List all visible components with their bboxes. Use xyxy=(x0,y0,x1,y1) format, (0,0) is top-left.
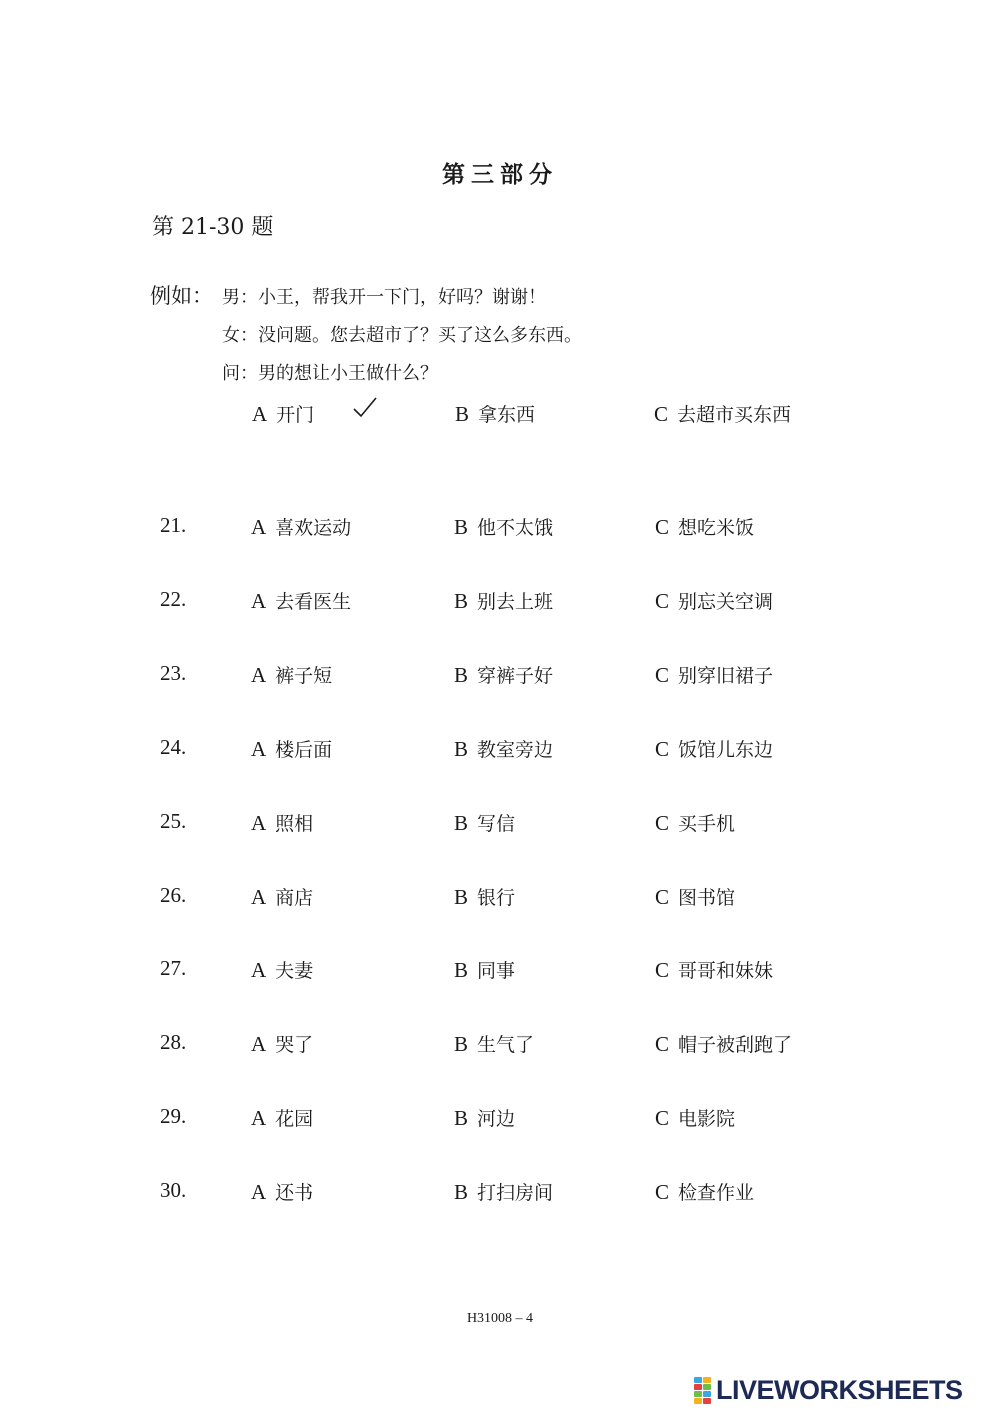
question-number: 29. xyxy=(160,1104,187,1128)
option-text: 帽子被刮跑了 xyxy=(678,1034,793,1056)
option-letter: C xyxy=(655,1106,670,1130)
question-option-c[interactable] xyxy=(655,809,735,836)
option-text: 银行 xyxy=(477,887,516,909)
check-mark-icon xyxy=(352,396,378,418)
question-option-b[interactable] xyxy=(454,1178,553,1205)
option-letter: C xyxy=(655,885,670,909)
question-option-a[interactable] xyxy=(251,513,351,540)
option-text: 还书 xyxy=(275,1182,314,1204)
option-letter: C xyxy=(655,737,670,761)
question-option-a[interactable] xyxy=(251,1104,313,1131)
option-letter: C xyxy=(655,811,670,835)
example-line-question: 问：男的想让小王做什么？ xyxy=(222,363,438,384)
option-letter: A xyxy=(251,958,267,982)
question-option-a[interactable] xyxy=(251,883,313,910)
example-line-woman: 女：没问题。您去超市了？买了这么多东西。 xyxy=(222,325,582,346)
question-option-a[interactable] xyxy=(251,1030,313,1057)
logo-tile xyxy=(694,1398,702,1404)
option-letter: C xyxy=(655,958,670,982)
option-text: 河边 xyxy=(477,1108,516,1130)
logo-tile xyxy=(703,1384,711,1390)
question-option-c[interactable] xyxy=(655,661,773,688)
option-letter: B xyxy=(454,885,469,909)
option-text: 打扫房间 xyxy=(477,1182,554,1204)
option-letter: C xyxy=(655,515,670,539)
question-option-b[interactable] xyxy=(454,1030,534,1057)
logo-tile xyxy=(703,1377,711,1383)
question-option-b[interactable] xyxy=(454,661,553,688)
option-letter: B xyxy=(455,402,470,426)
option-letter: C xyxy=(655,589,670,613)
option-letter: C xyxy=(655,1032,670,1056)
question-option-a[interactable] xyxy=(251,956,313,983)
option-letter: B xyxy=(454,811,469,835)
option-letter: A xyxy=(252,402,268,426)
logo-tile xyxy=(703,1391,711,1397)
option-text: 哥哥和妹妹 xyxy=(678,960,774,982)
option-letter: A xyxy=(251,1180,267,1204)
question-number: 23. xyxy=(160,661,187,685)
option-letter: B xyxy=(454,589,469,613)
option-letter: A xyxy=(251,589,267,613)
liveworksheets-logo-text: LIVEWORKSHEETS xyxy=(716,1374,963,1405)
option-text: 写信 xyxy=(477,813,516,835)
logo-tile xyxy=(694,1377,702,1383)
option-letter: C xyxy=(655,663,670,687)
option-letter: B xyxy=(454,1106,469,1130)
section-title: 第三部分 xyxy=(442,161,558,188)
option-text: 图书馆 xyxy=(678,887,736,909)
option-text: 拿东西 xyxy=(478,404,536,426)
liveworksheets-logo-icon xyxy=(694,1377,712,1403)
option-text: 电影院 xyxy=(678,1108,736,1130)
example-option-c xyxy=(654,400,791,427)
example-option-a xyxy=(252,400,314,427)
option-text: 他不太饿 xyxy=(477,517,554,539)
question-option-b[interactable] xyxy=(454,587,553,614)
question-number: 28. xyxy=(160,1030,187,1054)
option-letter: C xyxy=(655,1180,670,1204)
page-footer: H31008 – 4 xyxy=(466,1311,534,1326)
option-text: 想吃米饭 xyxy=(678,517,755,539)
question-number: 24. xyxy=(160,735,187,759)
option-letter: B xyxy=(454,1180,469,1204)
question-option-a[interactable] xyxy=(251,587,351,614)
question-option-b[interactable] xyxy=(454,735,553,762)
question-option-b[interactable] xyxy=(454,883,515,910)
option-letter: B xyxy=(454,515,469,539)
option-letter: A xyxy=(251,811,267,835)
question-number: 22. xyxy=(160,587,187,611)
option-text: 生气了 xyxy=(477,1034,535,1056)
option-text: 楼后面 xyxy=(275,739,333,761)
example-label: 例如： xyxy=(150,284,213,308)
option-text: 买手机 xyxy=(678,813,736,835)
option-letter: B xyxy=(454,958,469,982)
option-text: 教室旁边 xyxy=(477,739,554,761)
question-option-b[interactable] xyxy=(454,956,515,983)
logo-tile xyxy=(694,1384,702,1390)
option-letter: A xyxy=(251,737,267,761)
question-option-c[interactable] xyxy=(655,956,773,983)
option-letter: B xyxy=(454,663,469,687)
question-option-c[interactable] xyxy=(655,1104,735,1131)
question-number: 25. xyxy=(160,809,187,833)
option-text: 裤子短 xyxy=(275,665,333,687)
option-text: 穿裤子好 xyxy=(477,665,554,687)
option-text: 别忘关空调 xyxy=(678,591,774,613)
question-option-b[interactable] xyxy=(454,1104,515,1131)
question-option-c[interactable] xyxy=(655,735,773,762)
question-option-c[interactable] xyxy=(655,587,773,614)
question-option-b[interactable] xyxy=(454,809,515,836)
question-option-a[interactable] xyxy=(251,735,332,762)
question-option-c[interactable] xyxy=(655,1030,792,1057)
option-text: 去看医生 xyxy=(275,591,352,613)
option-text: 哭了 xyxy=(275,1034,314,1056)
option-text: 同事 xyxy=(477,960,516,982)
option-letter: A xyxy=(251,1032,267,1056)
option-text: 别穿旧裙子 xyxy=(678,665,774,687)
question-option-a[interactable] xyxy=(251,1178,313,1205)
option-letter: A xyxy=(251,515,267,539)
question-option-c[interactable] xyxy=(655,1178,754,1205)
option-text: 饭馆儿东边 xyxy=(678,739,774,761)
option-text: 花园 xyxy=(275,1108,314,1130)
example-line-man: 男：小王，帮我开一下门，好吗？谢谢！ xyxy=(222,287,546,308)
logo-tile xyxy=(694,1391,702,1397)
question-number: 27. xyxy=(160,956,187,980)
option-letter: A xyxy=(251,885,267,909)
question-number: 30. xyxy=(160,1178,187,1202)
option-text: 去超市买东西 xyxy=(677,404,792,426)
option-text: 开门 xyxy=(276,404,315,426)
question-range: 第 21-30 题 xyxy=(152,215,274,240)
option-text: 商店 xyxy=(275,887,314,909)
option-text: 别去上班 xyxy=(477,591,554,613)
example-option-b xyxy=(455,400,535,427)
question-option-a[interactable] xyxy=(251,809,313,836)
question-number: 26. xyxy=(160,883,187,907)
question-option-b[interactable] xyxy=(454,513,553,540)
question-option-c[interactable] xyxy=(655,883,735,910)
option-text: 夫妻 xyxy=(275,960,314,982)
question-option-a[interactable] xyxy=(251,661,332,688)
option-text: 检查作业 xyxy=(678,1182,755,1204)
option-text: 照相 xyxy=(275,813,314,835)
logo-tile xyxy=(703,1398,711,1404)
question-option-c[interactable] xyxy=(655,513,754,540)
option-text: 喜欢运动 xyxy=(275,517,352,539)
liveworksheets-logo xyxy=(694,1375,963,1405)
option-letter: B xyxy=(454,737,469,761)
option-letter: A xyxy=(251,663,267,687)
option-letter: C xyxy=(654,402,669,426)
option-letter: A xyxy=(251,1106,267,1130)
question-number: 21. xyxy=(160,513,187,537)
option-letter: B xyxy=(454,1032,469,1056)
